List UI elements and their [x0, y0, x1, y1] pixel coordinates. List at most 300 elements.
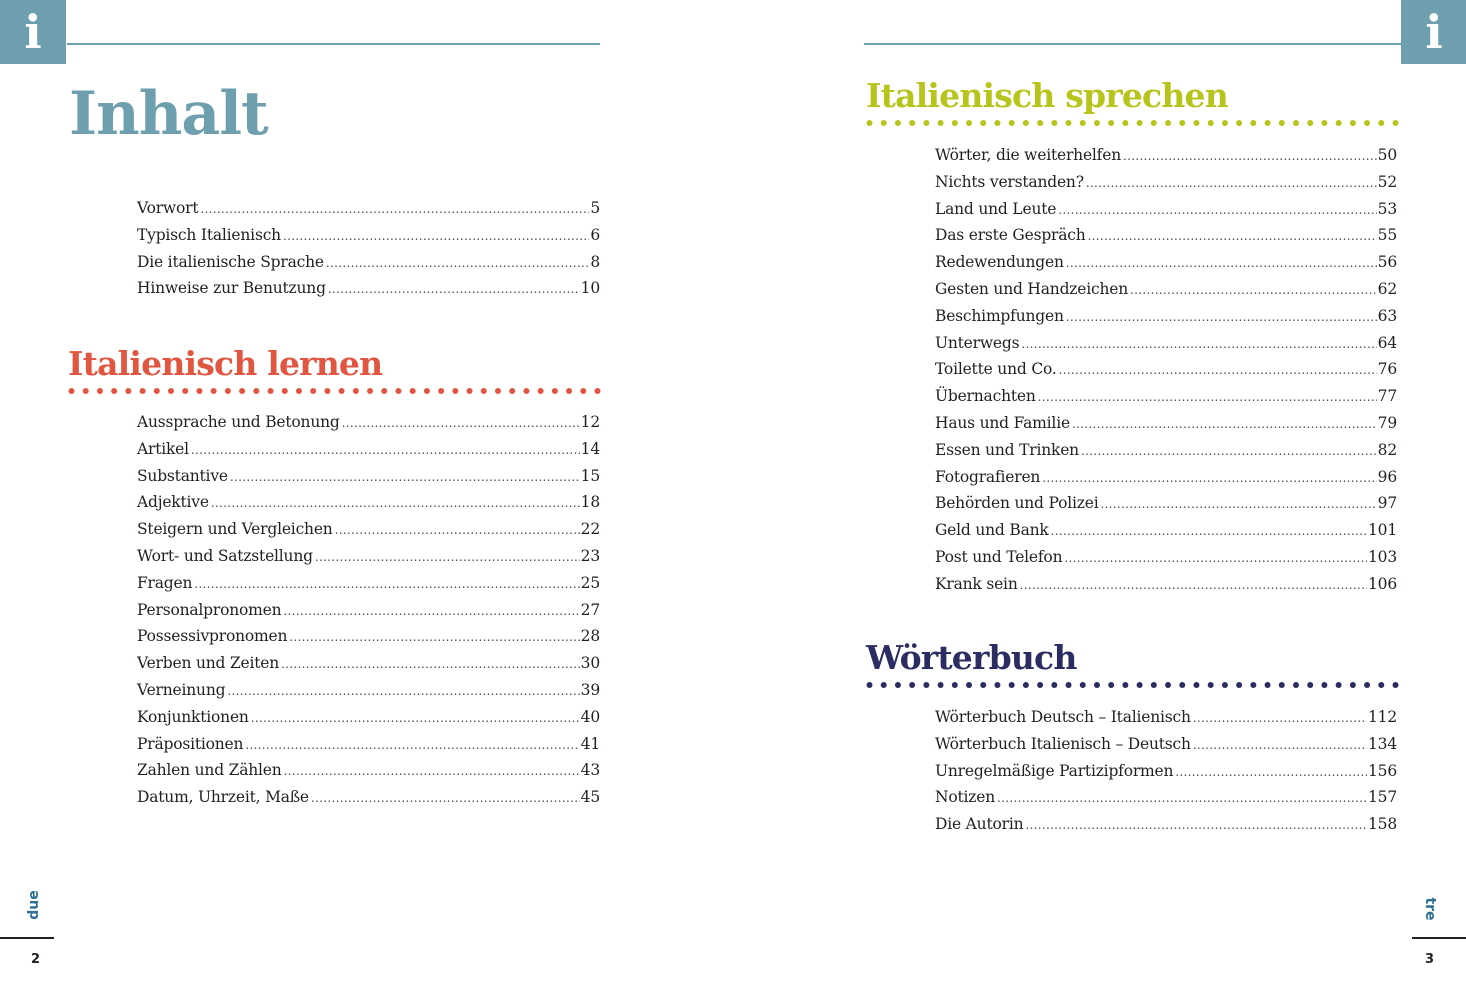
- dot-leader: [1051, 518, 1367, 545]
- toc-entry-label: Verneinung: [137, 680, 226, 699]
- dot-leader: [1038, 384, 1377, 411]
- toc-entry-page: 40: [580, 707, 600, 726]
- toc-entry-label: Personalpronomen: [137, 600, 282, 619]
- toc-entry-label: Post und Telefon: [935, 547, 1063, 566]
- section-title-lernen: Italienisch lernen: [68, 344, 383, 383]
- toc-entry-label: Beschimpfungen: [935, 306, 1064, 325]
- toc-entry-page: 63: [1377, 306, 1397, 325]
- toc-entry-page: 27: [580, 600, 600, 619]
- toc-entry-label: Krank sein: [935, 574, 1018, 593]
- divider-dot: [1009, 682, 1015, 688]
- toc-entry: [935, 704, 1397, 731]
- divider-dot: [938, 682, 944, 688]
- dot-leader: [1072, 411, 1377, 438]
- divider-dot: [1208, 682, 1214, 688]
- info-box-icon: i: [0, 0, 66, 64]
- divider-dot: [923, 682, 929, 688]
- toc-entry: [935, 811, 1397, 838]
- toc-entry-label: Die Autorin: [935, 815, 1024, 834]
- divider-dot: [1350, 682, 1356, 688]
- divider-dot: [881, 120, 887, 126]
- dot-leader: [997, 785, 1367, 812]
- dotted-divider: [866, 680, 1399, 690]
- toc-entry-page: 97: [1377, 494, 1397, 513]
- toc-entry-page: 158: [1368, 815, 1397, 834]
- divider-dot: [196, 388, 202, 394]
- dot-leader: [191, 437, 580, 464]
- toc-entry-page: 56: [1377, 253, 1397, 272]
- section-title-woerterbuch: Wörterbuch: [866, 638, 1077, 677]
- dot-leader: [315, 544, 580, 571]
- divider-dot: [1151, 682, 1157, 688]
- toc-entry-label: Possessivpronomen: [137, 627, 288, 646]
- toc-entry-label: Wörterbuch Italienisch – Deutsch: [935, 734, 1191, 753]
- toc-entry: [137, 195, 600, 222]
- toc-entry-label: Steigern und Vergleichen: [137, 520, 333, 539]
- toc-entry: [137, 704, 600, 731]
- dot-leader: [1064, 545, 1367, 572]
- divider-dot: [1393, 120, 1399, 126]
- dot-leader: [283, 598, 579, 625]
- dot-leader: [227, 678, 579, 705]
- toc-entry-label: Land und Leute: [935, 199, 1057, 218]
- divider-dot: [867, 120, 873, 126]
- toc-entry: [137, 275, 600, 302]
- divider-dot: [424, 388, 430, 394]
- divider-dot: [1364, 120, 1370, 126]
- dot-leader: [230, 464, 580, 491]
- toc-entry-page: 101: [1368, 521, 1397, 540]
- toc-entry-page: 23: [580, 546, 600, 565]
- divider-dot: [1364, 682, 1370, 688]
- toc-entry-page: 10: [580, 279, 600, 298]
- divider-dot: [538, 388, 544, 394]
- toc-entry: [137, 623, 600, 650]
- divider-dot: [1165, 682, 1171, 688]
- toc-entry: [935, 544, 1397, 571]
- dotted-divider: [68, 386, 601, 396]
- dot-leader: [328, 276, 580, 303]
- toc-entry-page: 5: [590, 199, 600, 217]
- divider-dot: [1378, 682, 1384, 688]
- toc-entry: [935, 383, 1397, 410]
- dot-leader: [1020, 572, 1367, 599]
- divider-dot: [1080, 120, 1086, 126]
- dot-leader: [1088, 223, 1377, 250]
- divider-dot: [1293, 120, 1299, 126]
- divider-dot: [552, 388, 558, 394]
- toc-entry-label: Unregelmäßige Partizipformen: [935, 761, 1174, 780]
- dot-leader: [1086, 170, 1377, 197]
- info-box-icon: i: [1401, 0, 1466, 64]
- toc-entry-page: 62: [1377, 279, 1397, 298]
- toc-entry-label: Toilette und Co.: [935, 360, 1057, 379]
- right-page: [733, 0, 1466, 1000]
- divider-dot: [1279, 120, 1285, 126]
- dot-leader: [251, 705, 580, 732]
- toc-entry-label: Unterwegs: [935, 333, 1020, 352]
- dot-leader: [1025, 812, 1367, 839]
- divider-dot: [296, 388, 302, 394]
- divider-dot: [1265, 682, 1271, 688]
- toc-entry: [137, 650, 600, 677]
- section-title-sprechen: Italienisch sprechen: [866, 76, 1228, 115]
- dot-leader: [326, 250, 589, 277]
- divider-dot: [895, 682, 901, 688]
- divider-dot: [1165, 120, 1171, 126]
- toc-entry: [935, 330, 1397, 357]
- toc-entry-page: 79: [1377, 413, 1397, 432]
- section-italienisch-lernen: [68, 344, 601, 396]
- divider-dot: [324, 388, 330, 394]
- toc-entry: [935, 142, 1397, 169]
- divider-dot: [381, 388, 387, 394]
- toc-entry: [935, 356, 1397, 383]
- divider-dot: [523, 388, 529, 394]
- divider-dot: [282, 388, 288, 394]
- toc-entry-page: 15: [580, 466, 600, 485]
- dot-leader: [342, 410, 580, 437]
- divider-dot: [966, 682, 972, 688]
- divider-dot: [1051, 682, 1057, 688]
- toc-entry-label: Haus und Familie: [935, 413, 1070, 432]
- divider-dot: [495, 388, 501, 394]
- section-italienisch-sprechen: [866, 76, 1399, 128]
- divider-dot: [1066, 682, 1072, 688]
- toc-entry-page: 41: [580, 734, 600, 753]
- divider-dot: [1350, 120, 1356, 126]
- folio-word: due: [26, 890, 42, 920]
- divider-dot: [395, 388, 401, 394]
- toc-entry-page: 96: [1377, 467, 1397, 486]
- toc-intro-list: [137, 195, 600, 302]
- toc-entry: [935, 169, 1397, 196]
- toc-entry-label: Wörter, die weiterhelfen: [935, 146, 1121, 164]
- divider-dot: [1122, 120, 1128, 126]
- dot-leader: [289, 624, 579, 651]
- divider-dot: [140, 388, 146, 394]
- page-number: 2: [31, 952, 41, 967]
- toc-entry-label: Typisch Italienisch: [137, 225, 281, 244]
- divider-dot: [1236, 682, 1242, 688]
- divider-dot: [1336, 682, 1342, 688]
- toc-entry-label: Übernachten: [935, 387, 1036, 406]
- toc-entry-label: Verben und Zeiten: [137, 654, 280, 673]
- toc-woerterbuch-list: [935, 704, 1397, 838]
- toc-entry: [935, 517, 1397, 544]
- toc-entry: [137, 463, 600, 490]
- toc-entry: [137, 222, 600, 249]
- divider-dot: [1336, 120, 1342, 126]
- toc-entry-label: Essen und Trinken: [935, 440, 1079, 459]
- divider-dot: [111, 388, 117, 394]
- dot-leader: [1175, 759, 1367, 786]
- toc-entry: [137, 731, 600, 758]
- divider-dot: [1108, 120, 1114, 126]
- divider-dot: [125, 388, 131, 394]
- toc-entry-page: 39: [580, 680, 600, 699]
- toc-entry: [137, 784, 600, 811]
- divider-dot: [339, 388, 345, 394]
- divider-dot: [97, 388, 103, 394]
- toc-entry: [137, 489, 600, 516]
- divider-dot: [994, 120, 1000, 126]
- toc-entry-page: 12: [580, 413, 600, 431]
- toc-entry: [137, 677, 600, 704]
- toc-entry-label: Wörterbuch Deutsch – Italienisch: [935, 708, 1191, 726]
- divider-dot: [1307, 682, 1313, 688]
- toc-entry: [935, 222, 1397, 249]
- divider-dot: [1222, 120, 1228, 126]
- divider-dot: [566, 388, 572, 394]
- divider-dot: [580, 388, 586, 394]
- divider-dot: [410, 388, 416, 394]
- toc-entry: [935, 731, 1397, 758]
- toc-entry-label: Adjektive: [137, 493, 209, 512]
- divider-dot: [1137, 682, 1143, 688]
- toc-entry-label: Gesten und Handzeichen: [935, 279, 1129, 298]
- page-number: 3: [1425, 952, 1435, 967]
- toc-entry-label: Geld und Bank: [935, 521, 1049, 540]
- divider-dot: [1023, 682, 1029, 688]
- toc-entry: [935, 303, 1397, 330]
- toc-entry: [935, 196, 1397, 223]
- toc-entry-label: Wort- und Satzstellung: [137, 546, 313, 565]
- toc-entry-label: Datum, Uhrzeit, Maße: [137, 788, 309, 807]
- divider-dot: [452, 388, 458, 394]
- divider-dot: [253, 388, 259, 394]
- toc-lernen-list: [137, 409, 600, 811]
- dot-leader: [1193, 732, 1367, 759]
- divider-dot: [438, 388, 444, 394]
- toc-entry: [935, 758, 1397, 785]
- divider-dot: [367, 388, 373, 394]
- divider-dot: [1137, 120, 1143, 126]
- toc-entry: [935, 249, 1397, 276]
- divider-dot: [1094, 682, 1100, 688]
- divider-dot: [923, 120, 929, 126]
- divider-dot: [1066, 120, 1072, 126]
- divider-dot: [69, 388, 75, 394]
- toc-entry-page: 55: [1377, 226, 1397, 245]
- toc-entry: [935, 276, 1397, 303]
- dot-leader: [211, 490, 580, 517]
- dot-leader: [1066, 304, 1377, 331]
- divider-dot: [211, 388, 217, 394]
- toc-entry: [935, 464, 1397, 491]
- toc-entry-page: 28: [580, 627, 600, 646]
- divider-dot: [867, 682, 873, 688]
- divider-dot: [1222, 682, 1228, 688]
- toc-entry-label: Artikel: [137, 439, 189, 458]
- divider-dot: [1250, 120, 1256, 126]
- divider-dot: [1321, 120, 1327, 126]
- divider-dot: [83, 388, 89, 394]
- toc-entry: [137, 436, 600, 463]
- divider-dot: [268, 388, 274, 394]
- divider-dot: [895, 120, 901, 126]
- divider-dot: [1080, 682, 1086, 688]
- toc-entry-page: 106: [1368, 574, 1397, 593]
- divider-dot: [1009, 120, 1015, 126]
- divider-dot: [1193, 120, 1199, 126]
- divider-dot: [1378, 120, 1384, 126]
- dot-leader: [1059, 357, 1377, 384]
- toc-entry-label: Substantive: [137, 466, 228, 485]
- toc-entry-page: 76: [1377, 360, 1397, 379]
- toc-entry-page: 18: [580, 493, 600, 512]
- divider-dot: [1179, 682, 1185, 688]
- toc-entry-label: Aussprache und Betonung: [137, 413, 340, 431]
- divider-dot: [182, 388, 188, 394]
- toc-entry: [137, 409, 600, 436]
- toc-entry-label: Nichts verstanden?: [935, 172, 1084, 191]
- divider-dot: [909, 682, 915, 688]
- divider-dot: [225, 388, 231, 394]
- toc-entry-label: Redewendungen: [935, 253, 1064, 272]
- toc-entry-page: 53: [1377, 199, 1397, 218]
- divider-dot: [909, 120, 915, 126]
- divider-dot: [1265, 120, 1271, 126]
- toc-entry: [137, 757, 600, 784]
- dotted-divider: [866, 118, 1399, 128]
- divider-dot: [467, 388, 473, 394]
- dot-leader: [283, 223, 589, 250]
- dot-leader: [284, 758, 580, 785]
- divider-dot: [980, 120, 986, 126]
- divider-dot: [1051, 120, 1057, 126]
- divider-dot: [1037, 682, 1043, 688]
- divider-dot: [168, 388, 174, 394]
- toc-entry-page: 156: [1368, 761, 1397, 780]
- toc-entry: [137, 543, 600, 570]
- dot-leader: [1066, 250, 1377, 277]
- toc-entry-label: Behörden und Polizei: [935, 494, 1099, 513]
- divider-dot: [980, 682, 986, 688]
- divider-dot: [1293, 682, 1299, 688]
- toc-entry-page: 43: [580, 761, 600, 780]
- divider-dot: [1236, 120, 1242, 126]
- toc-entry-page: 157: [1368, 788, 1397, 807]
- toc-entry-label: Konjunktionen: [137, 707, 249, 726]
- divider-dot: [1094, 120, 1100, 126]
- toc-entry-page: 6: [590, 225, 600, 244]
- divider-dot: [1393, 682, 1399, 688]
- divider-dot: [239, 388, 245, 394]
- toc-entry-label: Vorwort: [137, 199, 199, 217]
- dot-leader: [1021, 331, 1376, 358]
- toc-entry-page: 134: [1368, 734, 1397, 753]
- divider-dot: [1193, 682, 1199, 688]
- divider-dot: [1122, 682, 1128, 688]
- divider-dot: [310, 388, 316, 394]
- toc-entry-label: Fotografieren: [935, 467, 1041, 486]
- folio-rule: [1412, 937, 1466, 939]
- divider-dot: [1037, 120, 1043, 126]
- toc-entry-page: 14: [580, 439, 600, 458]
- folio-word: tre: [1422, 897, 1438, 921]
- dot-leader: [311, 785, 580, 812]
- divider-dot: [966, 120, 972, 126]
- divider-dot: [1208, 120, 1214, 126]
- dot-leader: [194, 571, 579, 598]
- dot-leader: [1130, 277, 1377, 304]
- dot-leader: [1193, 705, 1367, 732]
- divider-dot: [1108, 682, 1114, 688]
- toc-entry: [137, 570, 600, 597]
- divider-dot: [1151, 120, 1157, 126]
- toc-entry-page: 8: [590, 252, 600, 271]
- divider-dot: [154, 388, 160, 394]
- toc-entry-page: 50: [1377, 146, 1397, 164]
- dot-leader: [245, 732, 579, 759]
- toc-entry-label: Zahlen und Zählen: [137, 761, 282, 780]
- divider-dot: [1279, 682, 1285, 688]
- toc-entry-page: 25: [580, 573, 600, 592]
- toc-entry-page: 52: [1377, 172, 1397, 191]
- toc-entry: [137, 516, 600, 543]
- page-title: Inhalt: [69, 79, 268, 149]
- toc-entry-page: 30: [580, 654, 600, 673]
- toc-entry-page: 103: [1368, 547, 1397, 566]
- toc-entry: [935, 410, 1397, 437]
- dot-leader: [200, 196, 589, 223]
- toc-entry-label: Hinweise zur Benutzung: [137, 279, 326, 298]
- toc-entry-page: 22: [580, 520, 600, 539]
- divider-dot: [1321, 682, 1327, 688]
- toc-entry: [935, 490, 1397, 517]
- divider-dot: [595, 388, 601, 394]
- toc-entry: [137, 597, 600, 624]
- top-rule: [67, 43, 600, 45]
- toc-entry: [137, 249, 600, 276]
- dot-leader: [281, 651, 580, 678]
- divider-dot: [881, 682, 887, 688]
- toc-entry-page: 82: [1377, 440, 1397, 459]
- divider-dot: [481, 388, 487, 394]
- folio-rule: [0, 937, 54, 939]
- divider-dot: [952, 682, 958, 688]
- toc-entry-label: Notizen: [935, 788, 996, 807]
- dot-leader: [1042, 465, 1376, 492]
- dot-leader: [335, 517, 580, 544]
- divider-dot: [509, 388, 515, 394]
- dot-leader: [1081, 438, 1377, 465]
- toc-entry-label: Präpositionen: [137, 734, 244, 753]
- dot-leader: [1100, 491, 1376, 518]
- dot-leader: [1123, 143, 1377, 170]
- divider-dot: [1023, 120, 1029, 126]
- divider-dot: [1179, 120, 1185, 126]
- toc-entry: [935, 437, 1397, 464]
- section-woerterbuch: [866, 638, 1399, 690]
- toc-entry-page: 77: [1377, 387, 1397, 406]
- toc-entry-label: Das erste Gespräch: [935, 226, 1086, 245]
- divider-dot: [353, 388, 359, 394]
- toc-entry: [935, 784, 1397, 811]
- divider-dot: [952, 120, 958, 126]
- toc-sprechen-list: [935, 142, 1397, 598]
- toc-entry-page: 64: [1377, 333, 1397, 352]
- divider-dot: [938, 120, 944, 126]
- top-rule: [864, 43, 1401, 45]
- divider-dot: [1307, 120, 1313, 126]
- toc-entry-label: Fragen: [137, 573, 193, 592]
- toc-entry: [935, 571, 1397, 598]
- divider-dot: [994, 682, 1000, 688]
- toc-entry-label: Die italienische Sprache: [137, 252, 324, 271]
- toc-entry-page: 45: [580, 788, 600, 807]
